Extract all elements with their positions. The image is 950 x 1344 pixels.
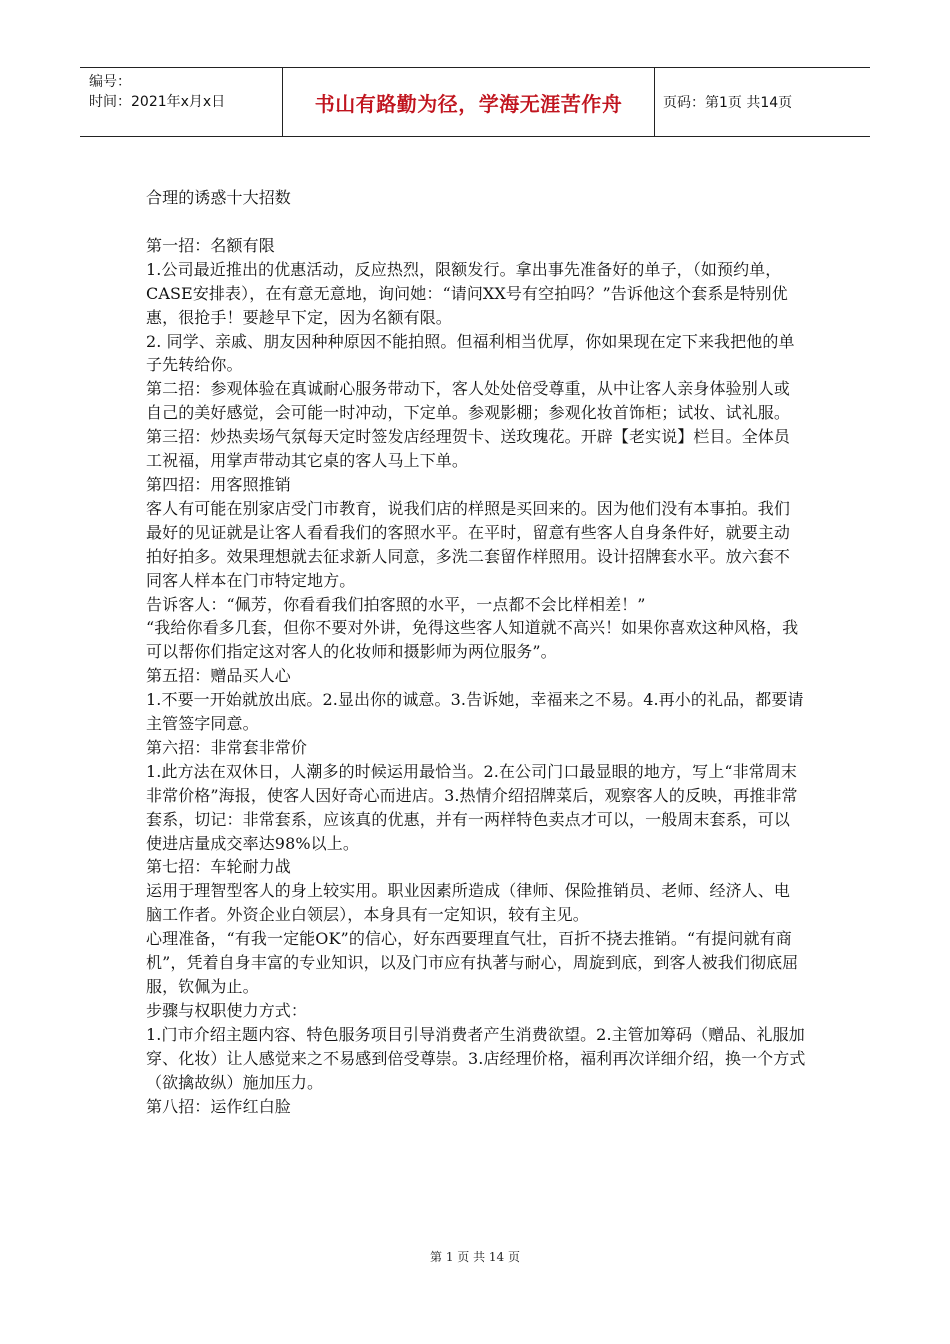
paragraph: 2. 同学、亲戚、朋友因种种原因不能拍照。但福利相当优厚，你如果现在定下来我把他的单子先转给你。 xyxy=(146,331,795,375)
paragraph: 运用于理智型客人的身上较实用。职业因素所造成（律师、保险推销员、老师、经济人、电脑工作者。外资企业白领层），本身具有一定知识，较有主见。 xyxy=(146,881,791,925)
title-spacer xyxy=(146,210,806,234)
paragraph: 客人有可能在别家店受门市教育，说我们店的样照是买回来的。因为他们没有本事拍。我们最好的见证就是让客人看看我们的客照水平。在平时，留意有些客人自身条件好，就要主动拍好拍多。效果理想就去征求新人同意，多洗二套留作样照用。设计招牌套水平。放六套不同客人样本在门市特定地方。 xyxy=(146,498,791,590)
header-motto: 书山有路勤为径，学海无涯苦作舟 xyxy=(282,68,655,136)
paragraph: 告诉客人：“佩芳，你看看我们拍客照的水平，一点都不会比样相差！” xyxy=(146,594,646,614)
paragraph: 第五招：赠品买人心 xyxy=(146,666,291,686)
document-title: 合理的诱惑十大招数 xyxy=(146,188,291,207)
paragraph: 心理准备，“有我一定能OK”的信心，好东西要理直气壮，百折不挠去推销。“有提问就有商机”，凭着自身丰富的专业知识，以及门市应有执著与耐心，周旋到底，到客人被我们彻底屈服，钦佩为止。 xyxy=(146,929,799,996)
paragraph-list xyxy=(146,234,806,1119)
paragraph: 第八招：运作红白脸 xyxy=(146,1096,291,1116)
paragraph: 1.不要一开始就放出底。2.显出你的诚意。3.告诉她，幸福来之不易。4.再小的礼品，都要请主管签字同意。 xyxy=(146,690,804,734)
header-meta xyxy=(80,68,282,136)
paragraph: 步骤与权职使力方式： xyxy=(146,1000,308,1020)
page-footer: 第 1 页 共 14 页 xyxy=(430,1250,520,1264)
paragraph: 1.此方法在双休日，人潮多的时候运用最恰当。2.在公司门口最显眼的地方，写上“非常周末非常价格”海报，使客人因好奇心而进店。3.热情介绍招牌菜后，观察客人的反映，再推非常套系，切记：非常套系，应该真的优惠，并有一两样特色卖点才可以，一般周末套系，可以使进店量成交率达98%以上。 xyxy=(146,761,798,853)
paragraph: 第一招：名额有限 xyxy=(146,235,275,255)
header-page-info: 页码：第1页 共14页 xyxy=(663,95,793,111)
paragraph: 第四招：用客照推销 xyxy=(146,474,291,494)
paragraph: 第二招：参观体验在真诚耐心服务带动下，客人处处倍受尊重，从中让客人亲身体验别人或自己的美好感觉，会可能一时冲动，下定单。参观影棚；参观化妆首饰柜；试妆、试礼服。 xyxy=(146,379,791,423)
time-label: 时间：2021年x月x日 xyxy=(89,94,226,110)
paragraph: 1.公司最近推出的优惠活动，反应热烈，限额发行。拿出事先准备好的单子，（如预约单，CASE安排表），在有意无意地，询问她：“请问XX号有空拍吗？”告诉他这个套系是特别优惠，很抢手！要趁早下定，因为名额有限。 xyxy=(146,259,788,327)
paragraph: 第七招：车轮耐力战 xyxy=(146,857,291,877)
number-label: 编号： xyxy=(89,74,131,90)
paragraph: “我给你看多几套，但你不要对外讲，免得这些客人知道就不高兴！如果你喜欢这种风格，我可以帮你们指定这对客人的化妆师和摄影师为两位服务”。 xyxy=(146,618,799,662)
document-header xyxy=(80,67,870,137)
paragraph: 第三招：炒热卖场气氛每天定时签发店经理贺卡、送玫瑰花。开辟【老实说】栏目。全体员工祝福，用掌声带动其它桌的客人马上下单。 xyxy=(146,427,791,471)
document-body xyxy=(146,186,806,1118)
paragraph: 第六招：非常套非常价 xyxy=(146,737,308,757)
paragraph: 1.门市介绍主题内容、特色服务项目引导消费者产生消费欲望。2.主管加筹码（赠品、礼服加穿、化妆）让人感觉来之不易感到倍受尊崇。3.店经理价格，福利再次详细介绍，换一个方式（欲擒故纵）施加压力。 xyxy=(146,1024,806,1092)
